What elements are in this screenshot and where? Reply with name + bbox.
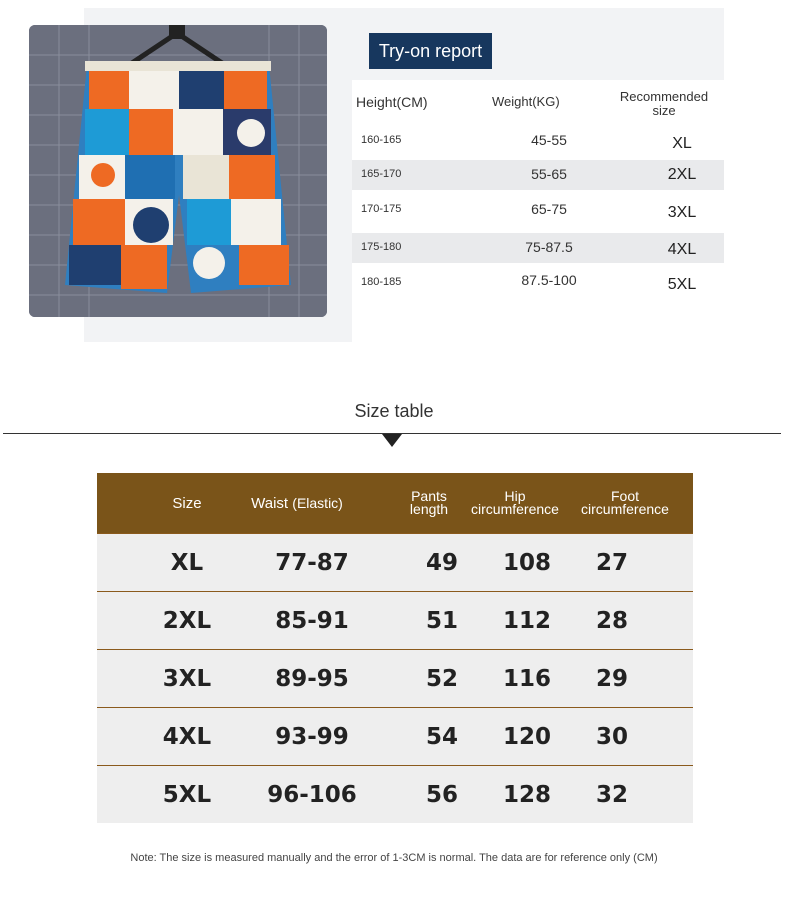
table-row [97, 533, 693, 591]
table-row [97, 707, 693, 765]
row-weight: 75-87.5 [525, 239, 573, 255]
table-row [97, 649, 693, 707]
cell-size: XL [170, 549, 204, 576]
try-on-row [352, 126, 724, 156]
cell-foot: 27 [595, 549, 628, 576]
row-weight: 55-65 [531, 166, 567, 182]
cell-size: 5XL [162, 781, 212, 808]
cell-waist: 89-95 [275, 665, 349, 692]
product-photo [29, 25, 327, 317]
header-hip: Hip circumference [471, 488, 559, 517]
cell-foot: 28 [595, 607, 628, 634]
cell-pants-length: 54 [425, 723, 458, 750]
row-height: 175-180 [361, 241, 402, 253]
row-weight: 65-75 [531, 201, 567, 217]
header-weight: Weight(KG) [492, 94, 560, 109]
size-table-header [97, 473, 693, 533]
measurement-note: Note: The size is measured manually and the error of 1-3CM is normal. The data are for reference only (CM) [130, 852, 658, 864]
row-weight: 87.5-100 [521, 272, 577, 288]
header-pants-length: Pants length [409, 488, 449, 517]
down-arrow-icon [382, 434, 402, 447]
cell-waist: 93-99 [275, 723, 349, 750]
try-on-row [352, 195, 724, 225]
cell-hip: 116 [502, 665, 551, 692]
try-on-row [352, 233, 724, 263]
header-height: Height(CM) [356, 94, 428, 110]
try-on-report-title: Try-on report [369, 33, 492, 69]
header-size: Size [172, 494, 202, 512]
header-waist [237, 473, 357, 533]
header-recommended-size: Recommended size [619, 89, 709, 118]
cell-hip: 120 [502, 723, 551, 750]
cell-waist: 85-91 [275, 607, 349, 634]
cell-pants-length: 51 [425, 607, 458, 634]
cell-pants-length: 52 [425, 665, 458, 692]
table-row [97, 591, 693, 649]
header-foot: Foot circumference [581, 488, 669, 517]
cell-size: 3XL [162, 665, 212, 692]
row-weight: 45-55 [531, 132, 567, 148]
row-size: 4XL [667, 241, 697, 258]
header-waist-note: (Elastic) [292, 494, 343, 511]
shorts-image [29, 25, 327, 317]
row-height: 170-175 [361, 203, 402, 215]
row-height: 180-185 [361, 276, 402, 288]
cell-hip: 112 [502, 607, 551, 634]
table-row [97, 765, 693, 823]
cell-waist: 96-106 [267, 781, 357, 808]
cell-size: 4XL [162, 723, 212, 750]
cell-hip: 128 [502, 781, 551, 808]
row-size: 2XL [667, 166, 697, 183]
cell-size: 2XL [162, 607, 212, 634]
size-table [97, 473, 693, 823]
header-waist-label: Waist [251, 494, 289, 512]
try-on-row [352, 160, 724, 190]
try-on-row [352, 268, 724, 298]
row-size: XL [672, 135, 692, 152]
cell-pants-length: 49 [425, 549, 458, 576]
cell-foot: 32 [595, 781, 628, 808]
row-size: 3XL [667, 204, 697, 221]
row-size: 5XL [667, 276, 697, 293]
size-table-title: Size table [354, 401, 434, 421]
cell-hip: 108 [502, 549, 551, 576]
cell-foot: 30 [595, 723, 628, 750]
row-height: 160-165 [361, 134, 402, 146]
cell-foot: 29 [595, 665, 628, 692]
row-height: 165-170 [361, 168, 402, 180]
cell-pants-length: 56 [425, 781, 458, 808]
try-on-table [352, 80, 724, 342]
cell-waist: 77-87 [275, 549, 349, 576]
